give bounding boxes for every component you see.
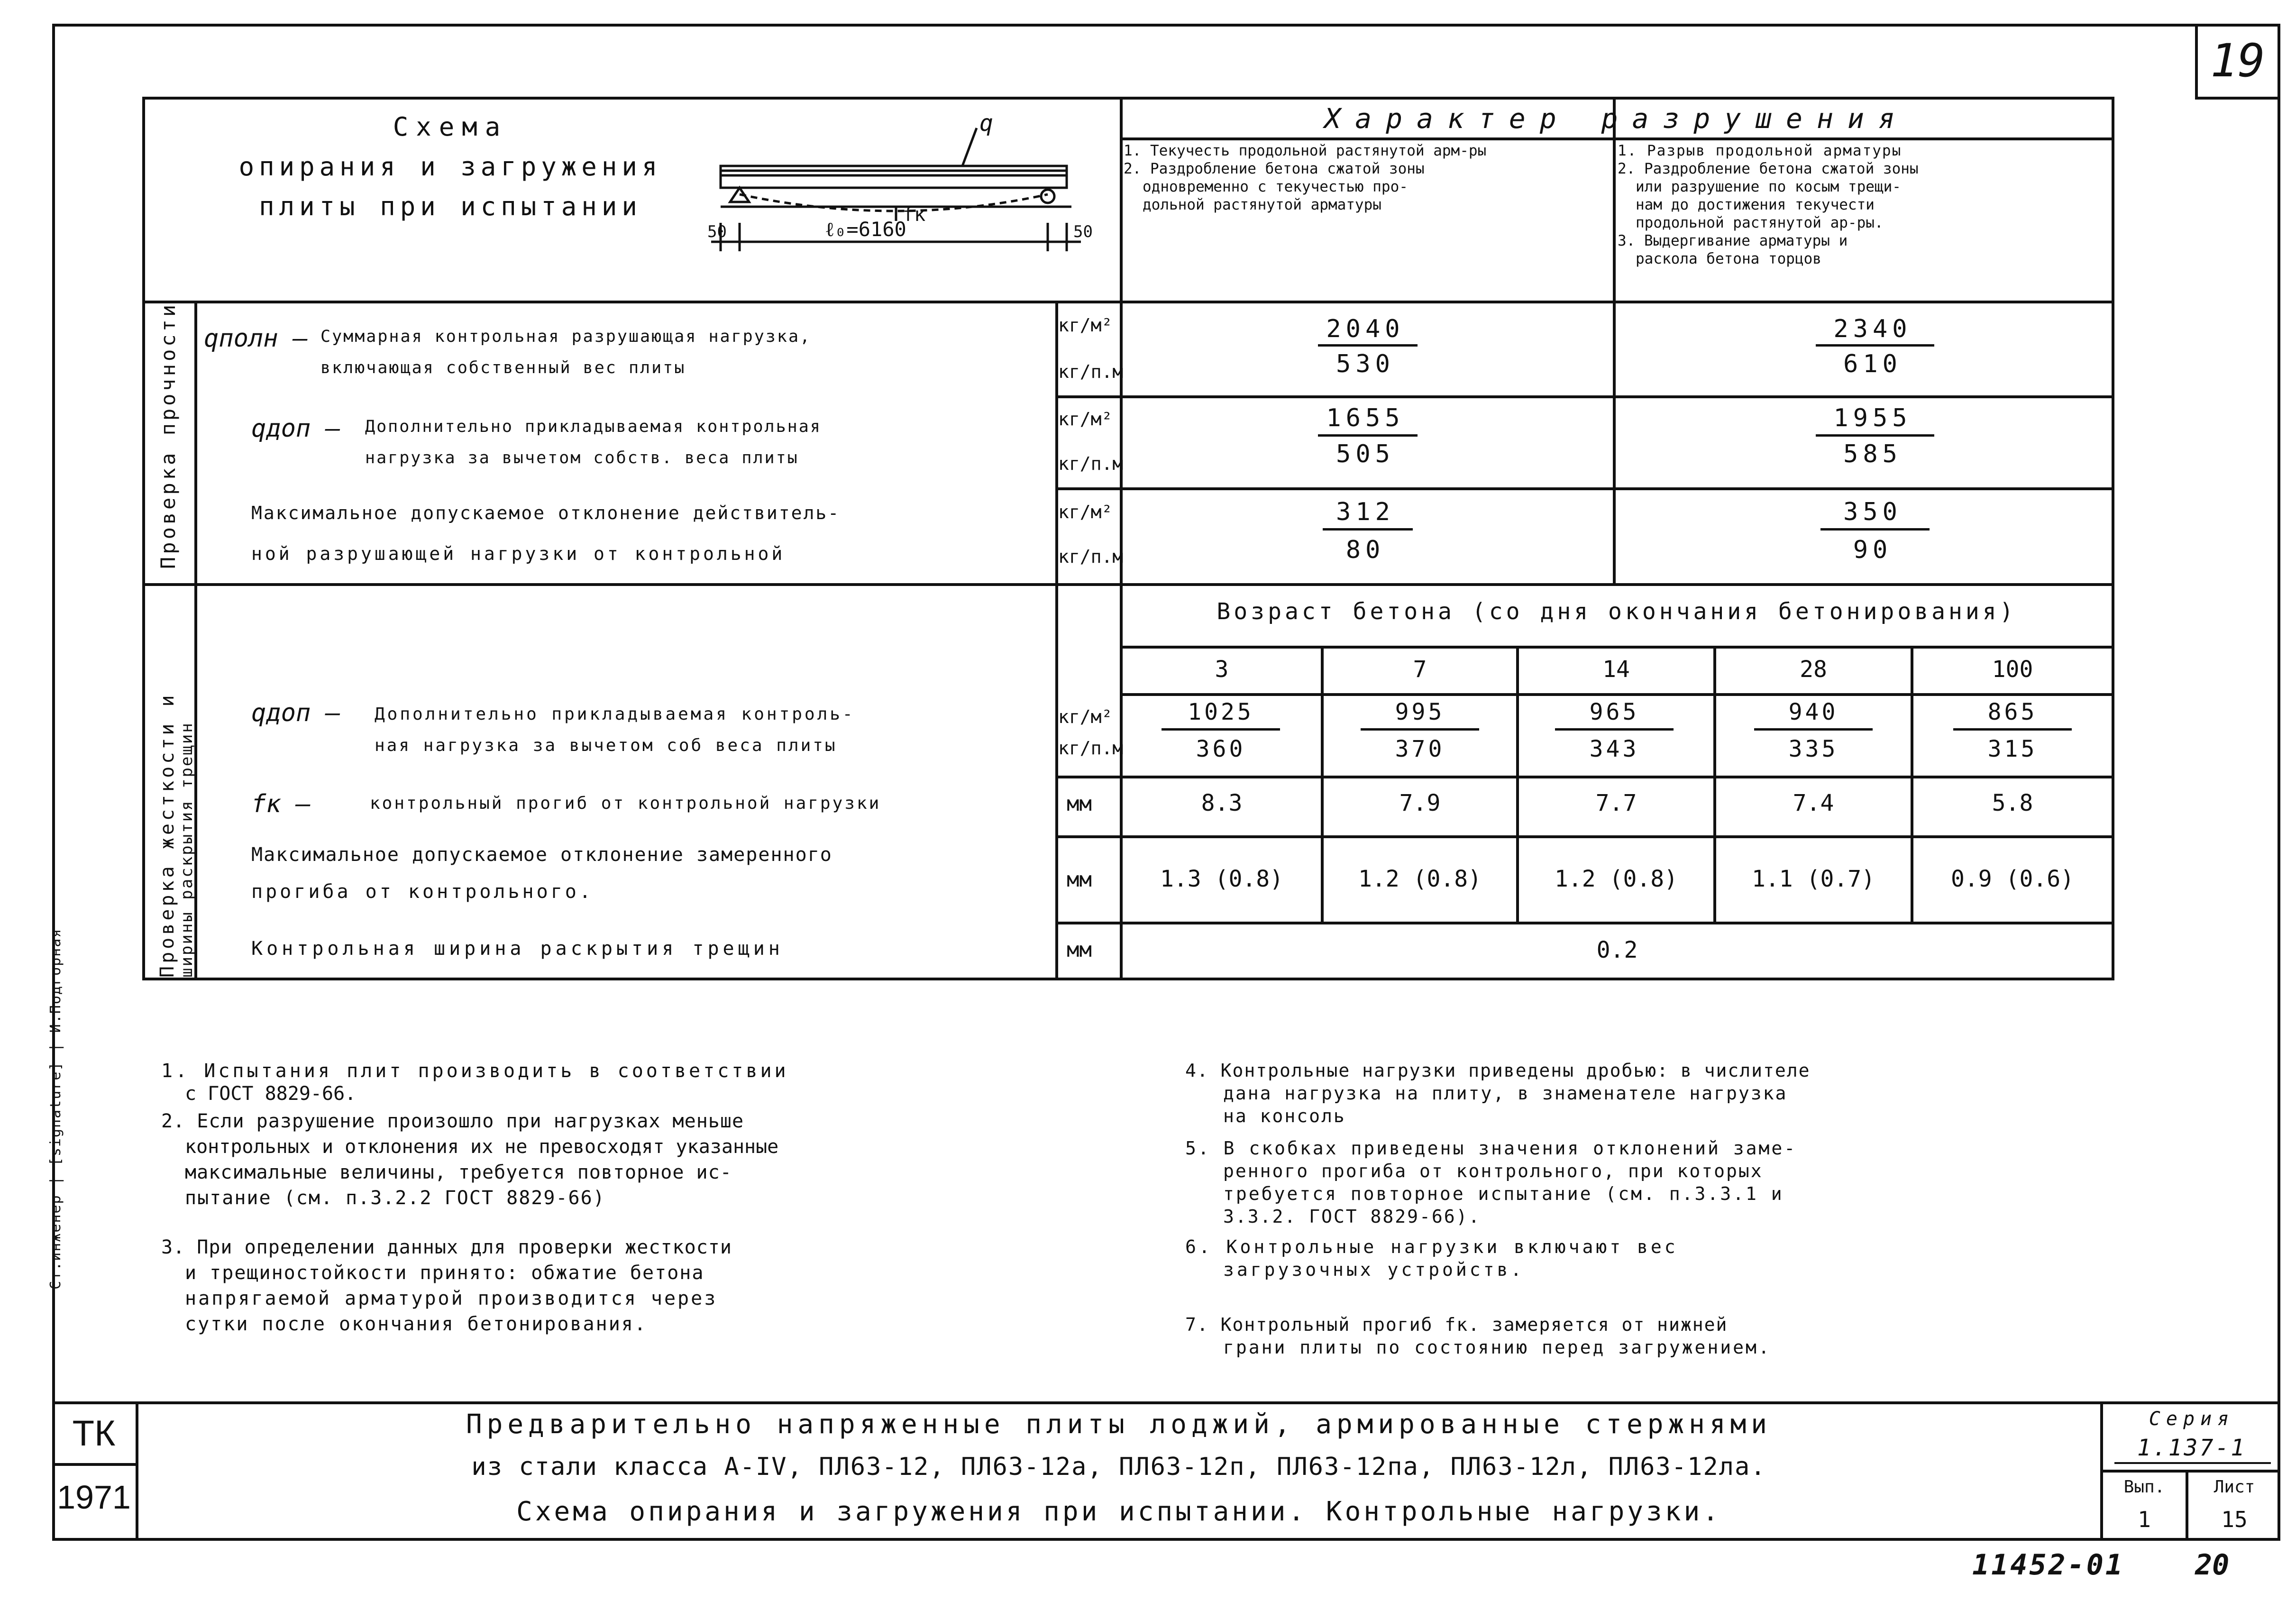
engineer-stamp: Ст.инженер | [signature] | И.Подгорная xyxy=(47,928,64,1290)
qdop-stiff-text: ная нагрузка за вычетом соб веса плиты xyxy=(375,736,837,755)
qdop-denominator: 343 xyxy=(1589,736,1639,762)
doc-number: 11452-01 xyxy=(1972,1548,2124,1582)
fraction-line xyxy=(1318,344,1418,347)
loading-diagram xyxy=(707,110,1109,256)
case-2-numerator: 2340 xyxy=(1833,315,1912,343)
strength-section-label: Проверка прочности xyxy=(156,302,180,569)
load-symbol: q xyxy=(979,110,993,137)
age-7: 7 xyxy=(1413,656,1427,683)
code-column-line xyxy=(136,1401,138,1541)
case-2-line: или разрушение по косым трещи- xyxy=(1636,178,1901,195)
unit-kg-pm: кг/п.м xyxy=(1058,546,1124,567)
series-value: 1.137-1 xyxy=(2137,1435,2247,1461)
fraction-line xyxy=(1754,728,1873,731)
table-bottom xyxy=(142,978,2114,980)
max-dev-text: прогиба от контрольного. xyxy=(251,881,594,903)
case-2-denominator: 585 xyxy=(1843,440,1902,468)
note-line: грани плиты по состоянию перед загружением. xyxy=(1223,1337,1771,1358)
max-dev-value: 1.2 (0.8) xyxy=(1358,866,1482,892)
left-dim-label: 50 xyxy=(707,222,727,241)
fraction-line xyxy=(1318,434,1418,437)
note-line: с ГОСТ 8829-66. xyxy=(185,1083,357,1105)
frame-top xyxy=(52,24,2280,27)
case-1-line: дольной растянутой арматуры xyxy=(1143,196,1381,213)
qdop-symbol: qдоп – xyxy=(251,414,340,443)
note-line: 7. Контрольный прогиб fк. замеряется от нижней xyxy=(1185,1314,1728,1335)
strength-row-1-text: Суммарная контрольная разрушающая нагрузка, xyxy=(320,327,812,346)
note-line: 3.3.2. ГОСТ 8829-66). xyxy=(1223,1206,1481,1227)
stiff-row-line-2 xyxy=(1055,835,2113,838)
right-dim-label: 50 xyxy=(1073,222,1093,241)
case-1-denominator: 530 xyxy=(1336,350,1395,378)
unit-mm: мм xyxy=(1067,938,1092,962)
max-dev-value: 1.3 (0.8) xyxy=(1160,866,1284,892)
sheet-label: Лист xyxy=(2214,1477,2255,1497)
qdop-denominator: 360 xyxy=(1196,736,1246,762)
qdop-numerator: 940 xyxy=(1788,699,1839,725)
strength-row-line-1 xyxy=(1055,395,2113,398)
unit-kg-m2: кг/м² xyxy=(1058,706,1113,727)
case-1-line: 2. Раздробление бетона сжатой зоны xyxy=(1124,160,1425,177)
right-support xyxy=(1041,190,1054,203)
max-dev-value: 1.1 (0.7) xyxy=(1751,866,1875,892)
fk-value: 5.8 xyxy=(1992,790,2033,816)
case-2-denominator: 90 xyxy=(1853,536,1893,564)
strength-row-2-text: нагрузка за вычетом собств. веса плиты xyxy=(365,448,799,467)
title-line-1: Предварительно напряженные плиты лоджий, армированные стержнями xyxy=(466,1409,1772,1440)
case-1-numerator: 2040 xyxy=(1326,315,1405,343)
qdop-denominator: 335 xyxy=(1788,736,1839,762)
age-14: 14 xyxy=(1602,656,1630,683)
case-divider xyxy=(1613,97,1616,586)
note-line: максимальные величины, требуется повторное ис- xyxy=(185,1162,732,1183)
stiff-row-line-3 xyxy=(1055,922,2113,924)
issue-label: Вып. xyxy=(2123,1477,2165,1497)
max-dev-value: 1.2 (0.8) xyxy=(1554,866,1678,892)
case-2-line: 2. Раздробление бетона сжатой зоны xyxy=(1618,160,1919,177)
case-1-numerator: 1655 xyxy=(1326,404,1405,432)
header-separator xyxy=(142,301,2114,303)
qdop-denominator: 315 xyxy=(1987,736,2038,762)
unit-kg-m2: кг/м² xyxy=(1058,502,1113,522)
note-line: и трещиностойкости принято: обжатие бетона xyxy=(185,1262,704,1284)
unit-kg-pm: кг/п.м xyxy=(1058,738,1124,759)
frame-right xyxy=(2278,24,2280,1541)
series-divider xyxy=(2100,1470,2280,1473)
series-underline xyxy=(2114,1462,2271,1464)
case-2-numerator: 350 xyxy=(1843,498,1902,526)
case-1-line: одновременно с текучестью про- xyxy=(1143,178,1408,195)
fraction-line xyxy=(1323,528,1413,531)
stiff-row-line-1 xyxy=(1055,776,2113,778)
note-line: контрольных и отклонения их не превосходят указанные xyxy=(185,1136,779,1158)
qdop-numerator: 865 xyxy=(1987,699,2038,725)
case-2-numerator: 1955 xyxy=(1833,404,1912,432)
note-line: сутки после окончания бетонирования. xyxy=(185,1313,647,1335)
code-year-divider xyxy=(52,1463,137,1466)
character-title-line xyxy=(1120,137,2113,140)
age-values-line xyxy=(1120,693,2113,696)
doc-code: ТК xyxy=(72,1413,116,1454)
note-line: на консоль xyxy=(1223,1106,1346,1126)
case-1-numerator: 312 xyxy=(1336,498,1395,526)
fraction-line xyxy=(1820,528,1930,531)
case-1-denominator: 80 xyxy=(1345,536,1385,564)
age-100: 100 xyxy=(1992,656,2033,683)
age-3: 3 xyxy=(1215,656,1229,683)
qdop-stiff-text: Дополнительно прикладываемая контроль- xyxy=(375,704,855,724)
table-left xyxy=(142,97,145,980)
note-line: 1. Испытания плит производить в соответствии xyxy=(161,1060,789,1082)
fraction-line xyxy=(1361,728,1479,731)
note-line: 3. При определении данных для проверки жесткости xyxy=(161,1236,732,1258)
qdop-numerator: 965 xyxy=(1589,699,1639,725)
age-28: 28 xyxy=(1800,656,1827,683)
crack-value: 0.2 xyxy=(1596,937,1638,963)
case-2-line: продольной растянутой ар-ры. xyxy=(1636,214,1884,231)
table-top xyxy=(142,97,2114,100)
note-line: 2. Если разрушение произошло при нагрузках меньше xyxy=(161,1110,744,1132)
unit-mm: мм xyxy=(1067,868,1092,892)
case-2-line: 3. Выдергивание арматуры и xyxy=(1618,232,1848,249)
unit-kg-pm: кг/п.м xyxy=(1058,453,1124,474)
doc-year: 1971 xyxy=(57,1479,131,1516)
qdop-numerator: 995 xyxy=(1395,699,1445,725)
fraction-line xyxy=(1816,344,1934,347)
note-line: требуется повторное испытание (см. п.3.3.1 и xyxy=(1223,1183,1784,1204)
title-block-bottom xyxy=(52,1538,2280,1541)
deflection-curve xyxy=(740,194,1048,211)
case-2-line: 1. Разрыв продольной арматуры xyxy=(1618,142,1902,159)
value-column-left xyxy=(1120,97,1123,980)
frame-left xyxy=(52,24,55,1541)
fk-value: 7.9 xyxy=(1399,790,1441,816)
fk-value: 7.7 xyxy=(1595,790,1637,816)
title-line-2: из стали класса A-IV, ПЛ63-12, ПЛ63-12а, ПЛ63-12п, ПЛ63-12па, ПЛ63-12л, ПЛ63-12ла. xyxy=(471,1453,1766,1481)
scheme-title-line-1: Схема xyxy=(393,112,508,142)
case-2-denominator: 610 xyxy=(1843,350,1902,378)
qdop-denominator: 370 xyxy=(1395,736,1445,762)
fraction-line xyxy=(1162,728,1280,731)
span-label: ℓ₀=6160 xyxy=(825,218,906,241)
scheme-title-line-3: плиты при испытании xyxy=(259,192,642,221)
unit-kg-m2: кг/м² xyxy=(1058,315,1113,336)
strength-row-1-text: включающая собственный вес плиты xyxy=(320,358,686,377)
crack-text: Контрольная ширина раскрытия трещин xyxy=(251,938,784,960)
deflection-label: fк xyxy=(903,204,926,226)
note-line: 5. В скобках приведены значения отклонений заме- xyxy=(1185,1138,1797,1159)
note-line: дана нагрузка на плиту, в знаменателе нагрузка xyxy=(1223,1083,1788,1104)
fk-value: 7.4 xyxy=(1793,790,1834,816)
qdop-stiff-symbol: qдоп – xyxy=(251,699,340,727)
strength-row-line-2 xyxy=(1055,487,2113,490)
note-line: ренного прогиба от контрольного, при которых xyxy=(1223,1161,1763,1181)
fraction-line xyxy=(1953,728,2072,731)
section-separator xyxy=(142,583,2114,586)
table-right xyxy=(2112,97,2114,980)
note-line: 4. Контрольные нагрузки приведены дробью: в числителе xyxy=(1185,1060,1811,1081)
title-block-top xyxy=(52,1401,2280,1404)
unit-kg-m2: кг/м² xyxy=(1058,409,1113,430)
strength-row-2-text: Дополнительно прикладываемая контрольная xyxy=(365,417,822,436)
unit-mm: мм xyxy=(1067,792,1092,816)
note-line: пытание (см. п.3.2.2 ГОСТ 8829-66) xyxy=(185,1187,605,1209)
stiffness-section-label-1: Проверка жесткости и xyxy=(156,692,178,978)
sheet-number: 19 xyxy=(2210,34,2265,87)
max-dev-value: 0.9 (0.6) xyxy=(1950,866,2075,892)
fraction-line xyxy=(1555,728,1674,731)
case-1-denominator: 505 xyxy=(1336,440,1395,468)
issue-value: 1 xyxy=(2138,1507,2151,1532)
load-pointer-line xyxy=(962,128,977,166)
series-label: Серия xyxy=(2149,1408,2235,1430)
case-2-line: нам до достижения текучести xyxy=(1636,196,1875,213)
qpoln-symbol: qполн – xyxy=(204,324,308,353)
scheme-title-line-2: опирания и загружения xyxy=(238,152,662,182)
slab xyxy=(721,175,1067,188)
fraction-line xyxy=(1816,434,1934,437)
fk-value: 8.3 xyxy=(1201,790,1243,816)
note-line: загрузочных устройств. xyxy=(1223,1259,1525,1280)
unit-kg-pm: кг/п.м xyxy=(1058,361,1124,382)
title-line-3: Схема опирания и загружения при испытании. Контрольные нагрузки. xyxy=(516,1496,1721,1527)
age-header: Возраст бетона (со дня окончания бетонирования) xyxy=(1217,598,2017,625)
page-code: 20 xyxy=(2195,1548,2230,1582)
case-1-line: 1. Текучесть продольной растянутой арм-ры xyxy=(1124,142,1487,159)
fk-text: контрольный прогиб от контрольной нагрузки xyxy=(370,794,881,813)
sheet-number-box xyxy=(2195,24,2278,100)
qdop-numerator: 1025 xyxy=(1188,699,1254,725)
fk-symbol: fк – xyxy=(251,790,311,818)
note-line: напрягаемой арматурой производится через xyxy=(185,1288,718,1309)
max-dev-text: Максимальное допускаемое отклонение замеренного xyxy=(251,844,832,866)
sheet-value: 15 xyxy=(2221,1507,2248,1532)
case-2-line: раскола бетона торцов xyxy=(1636,250,1821,267)
note-line: 6. Контрольные нагрузки включают вес xyxy=(1185,1236,1678,1257)
age-header-line xyxy=(1120,646,2113,649)
character-title: Характер разрушения xyxy=(1324,102,1909,135)
strength-row-3-text: Максимальное допускаемое отклонение действитель- xyxy=(251,503,841,523)
unit-column-left xyxy=(1055,301,1058,980)
stiffness-section-label-2: ширины раскрытия трещин xyxy=(177,722,196,978)
strength-row-3-text: ной разрушающей нагрузки от контрольной xyxy=(251,543,786,564)
